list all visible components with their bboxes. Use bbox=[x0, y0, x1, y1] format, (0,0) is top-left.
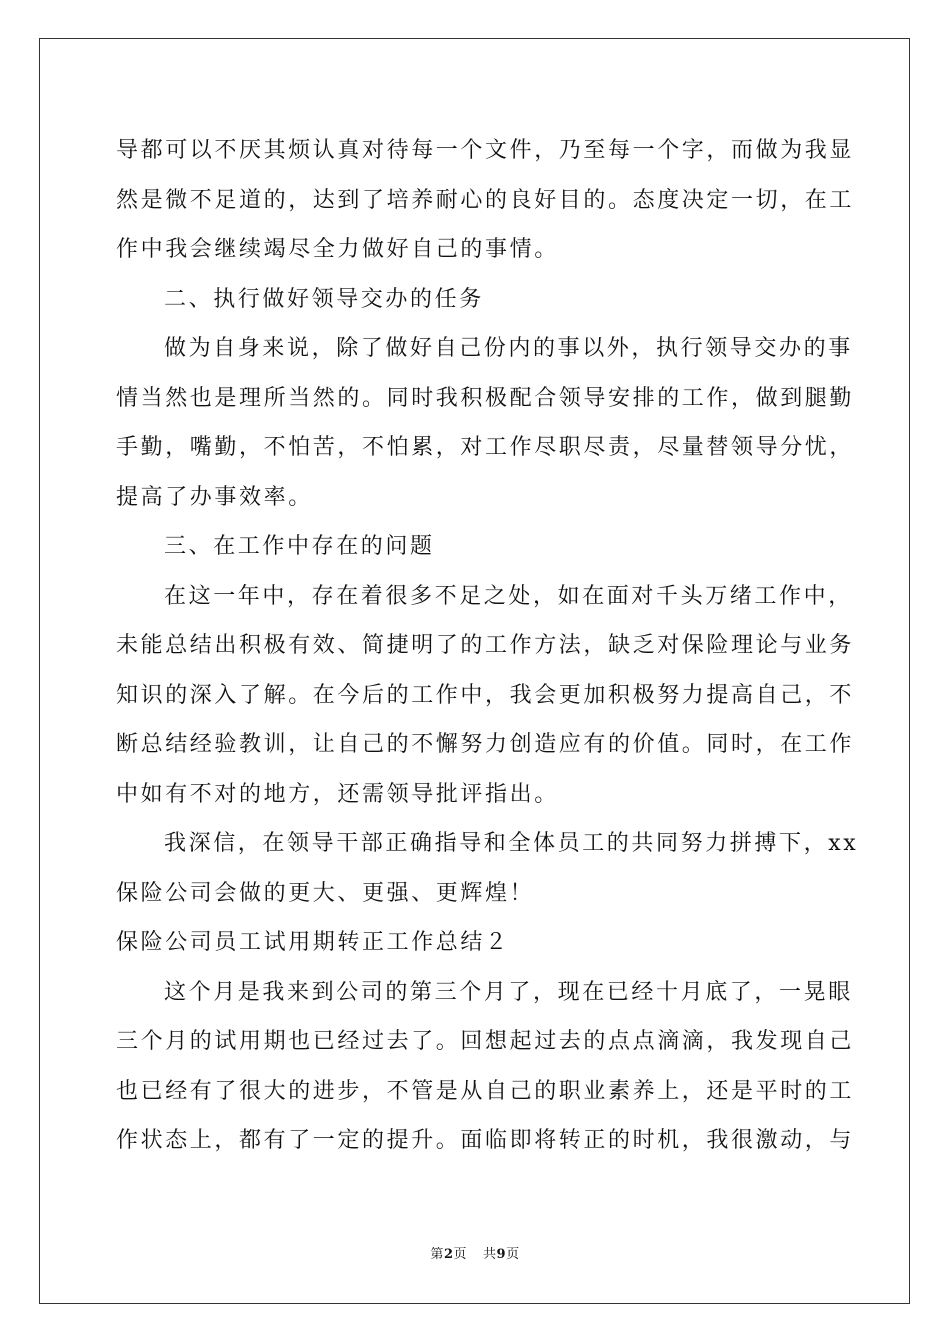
text-line: 导都可以不厌其烦认真对待每一个文件，乃至每一个字，而做为我显 bbox=[116, 138, 855, 163]
page-footer bbox=[0, 1246, 950, 1264]
page-current: 2 bbox=[443, 1247, 454, 1262]
text-line: 中如有不对的地方，还需领导批评指出。 bbox=[116, 781, 559, 807]
text-line: 然是微不足道的，达到了培养耐心的良好目的。态度决定一切，在工 bbox=[116, 187, 855, 213]
text-line: 在这一年中，存在着很多不足之处，如在面对千头万绪工作中， bbox=[164, 583, 853, 609]
page-prefix: 第 bbox=[430, 1247, 444, 1262]
text-line: 未能总结出积极有效、简捷明了的工作方法，缺乏对保险理论与业务 bbox=[116, 633, 855, 658]
text-line: 情当然也是理所当然的。同时我积极配合领导安排的工作，做到腿勤 bbox=[116, 385, 855, 411]
text-line: 手勤，嘴勤，不怕苦，不怕累，对工作尽职尽责，尽量替领导分忧， bbox=[116, 435, 855, 460]
text-line: 我深信，在领导干部正确指导和全体员工的共同努力拼搏下，xx bbox=[164, 831, 859, 856]
page-suffix: 页 bbox=[453, 1247, 467, 1262]
total-prefix: 共 bbox=[483, 1247, 497, 1262]
section-heading: 二、执行做好领导交办的任务 bbox=[164, 286, 484, 312]
text-line: 三个月的试用期也已经过去了。回想起过去的点点滴滴，我发现自己 bbox=[116, 1029, 855, 1054]
text-line: 作中我会继续竭尽全力做好自己的事情。 bbox=[116, 237, 559, 262]
text-line: 保险公司会做的更大、更强、更辉煌！ bbox=[116, 880, 535, 906]
text-line: 提高了办事效率。 bbox=[116, 484, 313, 510]
page-total: 9 bbox=[496, 1247, 507, 1262]
text-line: 断总结经验教训，让自己的不懈努力创造应有的价值。同时，在工作 bbox=[116, 732, 855, 757]
text-line: 也已经有了很大的进步，不管是从自己的职业素养上，还是平时的工 bbox=[116, 1078, 855, 1104]
document-body bbox=[116, 126, 859, 1166]
section-heading: 三、在工作中存在的问题 bbox=[164, 534, 435, 559]
text-line: 做为自身来说，除了做好自己份内的事以外，执行领导交办的事 bbox=[164, 336, 853, 361]
text-line: 作状态上，都有了一定的提升。面临即将转正的时机，我很激动，与 bbox=[116, 1128, 855, 1153]
text-line: 这个月是我来到公司的第三个月了，现在已经十月底了，一晃眼 bbox=[164, 979, 853, 1005]
document-title: 保险公司员工试用期转正工作总结２ bbox=[116, 930, 510, 955]
total-suffix: 页 bbox=[506, 1247, 520, 1262]
text-line: 知识的深入了解。在今后的工作中，我会更加积极努力提高自己，不 bbox=[116, 682, 855, 708]
